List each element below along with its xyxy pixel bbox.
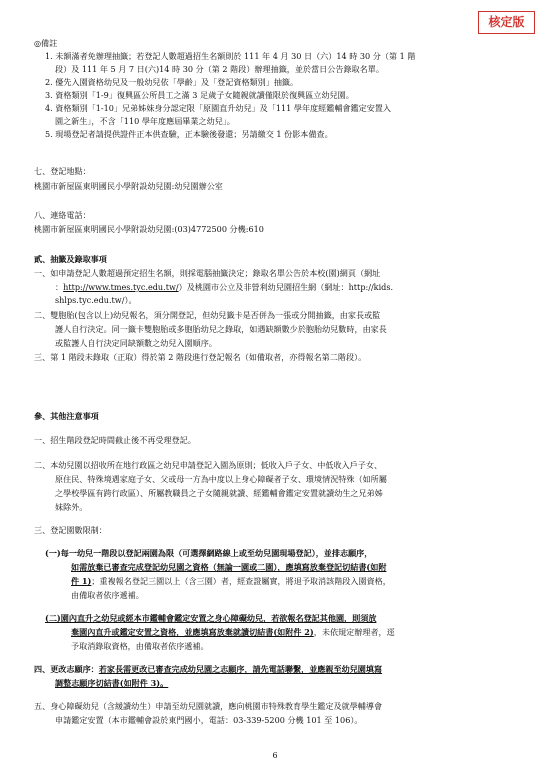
sub-item-1-line: 由備取者依序遞補。 [71,590,144,600]
part-3-line: 原住民、特殊境遇家庭子女、父或母一方為中度以上身心障礙者子女、環境情況特殊（如所屬 [55,474,387,484]
part-2-line: ：http://www.tmes.tyc.edu.tw/）及桃園市公立及非營利幼兒園招生網（網址：http://kids. [55,282,394,292]
part-3-line: 妹除外。 [55,502,88,512]
sub-item-1-line: 件 1)；重複報名登記三園以上（含三園）者，經查證屬實，將退予取消該階段入園資格， [71,576,391,586]
sub-item-1-line: 如需放棄已審查完成登記幼兒園之資格（無論一園或二園），應填寫放棄登記切結書(如附 [71,562,387,572]
page-number: 6 [272,751,278,760]
part-2-line: 三、第 1 階段未錄取（正取）得於第 2 階段進行登記報名（如備取者，亦得報名第二階段）。 [34,352,367,362]
note-line: 園之新生」，不含「110 學年度應屆畢業之幼兒」。 [55,116,235,126]
part-3-line: 之學校學區有跨行政區）、所屬教職員之子女隨親就讀、經鑑輔會鑑定安置就讀幼生之兄弟姊 [55,488,383,498]
note-line: 段）及 111 年 5 月 7 日(六)14 時 30 分（第 2 階段）辦理抽籤，並於當日公告錄取名單。 [55,64,384,74]
sub-item-2-line: 予取消錄取資格，由備取者依序遞補。 [71,641,209,651]
note-line: 2. 優先入園資格幼兒及一般幼兒依「學齡」及「登記資格類別」抽籤。 [45,77,299,87]
section-8-title: 八、連絡電話： [34,210,91,220]
part-2-line: 護人自行決定。同一籤卡雙胞胎或多胞胎幼兒之錄取，如遇缺額數少於胞胎幼兒數時，由家長 [55,324,387,334]
part-2-title: 貳、抽籤及錄取事項 [34,254,107,264]
part-2-line: shlps.tyc.edu.tw/）。 [55,295,137,305]
part-3-line: 調整志願序切結書(如附件 3)。 [55,678,169,688]
part-3-line: 五、身心障礙幼兒（含緩讀幼生）申請至幼兒園就讀，應向桃園市特殊教育學生鑑定及就學輔導會 [34,701,383,711]
note-line: 1. 未額滿者免辦理抽籤；若登記人數超過招生名額則於 111 年 4 月 30 日（六）14 時 30 分（第 1 階 [45,51,416,61]
note-line: 5. 現場登記者請提供證件正本供查驗，正本驗後發還；另請繳交 1 份影本備查。 [45,129,333,139]
sub-item-2-line: (二)園內直升之幼兒或經本市鑑輔會鑑定安置之身心障礙幼兒，若欲報名登記其他園，則須放 [45,613,377,623]
part-3-line: 申請鑑定安置（本市鑑輔會設於東門國小，電話：03-339-5200 分機 101 至 106）。 [55,715,363,725]
part-3-line: 三、登記園數限制： [34,525,107,535]
section-8-text: 桃園市新屋區東明國民小學附設幼兒園:(03)4772500 分機:610 [34,224,264,234]
section-7-text: 桃園市新屋區東明國民小學附設幼兒園:幼兒園辦公室 [34,181,223,191]
note-line: 3. 資格類別「1-9」復興區公所員工之滿 3 足歲子女隨親就讀僅限於復興區立幼兒園。 [45,90,354,100]
part-3-title: 參、其他注意事項 [34,411,99,421]
part-3-line: 二、本幼兒園以招收所在地行政區之幼兒申請登記入園為原則；低收入戶子女、中低收入戶子女、 [34,460,383,470]
section-7-title: 七、登記地點： [34,166,91,176]
part-2-line: 一、如申請登記人數超過預定招生名額，則採電腦抽籤決定；錄取名單公告於本校(園)網頁（網址 [34,268,381,278]
part-3-line: 一、招生階段登記時間截止後不再受理登記。 [34,435,196,445]
part-2-line: 或監護人自行決定同缺額數之幼兒入園順序。 [55,338,217,348]
part-3-line: 四、更改志願序：若家長需更改已審查完成幼兒園之志願序，請先電話聯繫，並應親至幼兒園填寫 [34,664,383,674]
approved-version-stamp: 核定版 [478,11,535,34]
part-2-line: 二、雙胞胎(包含以上)幼兒報名，須分開登記，但幼兒籤卡是否併為一張或分開抽籤，由家長或監 [34,310,381,320]
school-website-link[interactable]: http://www.tmes.tyc.edu.tw/ [63,282,179,292]
notes-heading: ◎備註 [34,38,58,48]
sub-item-1-line: (一)每一幼兒一階段以登記兩園為限（可選擇網路線上或至幼兒園現場登記），並排志願序， [45,548,373,558]
sub-item-2-line: 棄園內直升或鑑定安置之資格，並應填寫放棄就讀切結書(如附件 2)，未依規定辦理者，逕 [71,627,395,637]
note-line: 4. 資格類別「1-10」兄弟姊妹身分認定限「原園直升幼兒」及「111 學年度經鑑輔會鑑定安置入 [45,103,391,113]
